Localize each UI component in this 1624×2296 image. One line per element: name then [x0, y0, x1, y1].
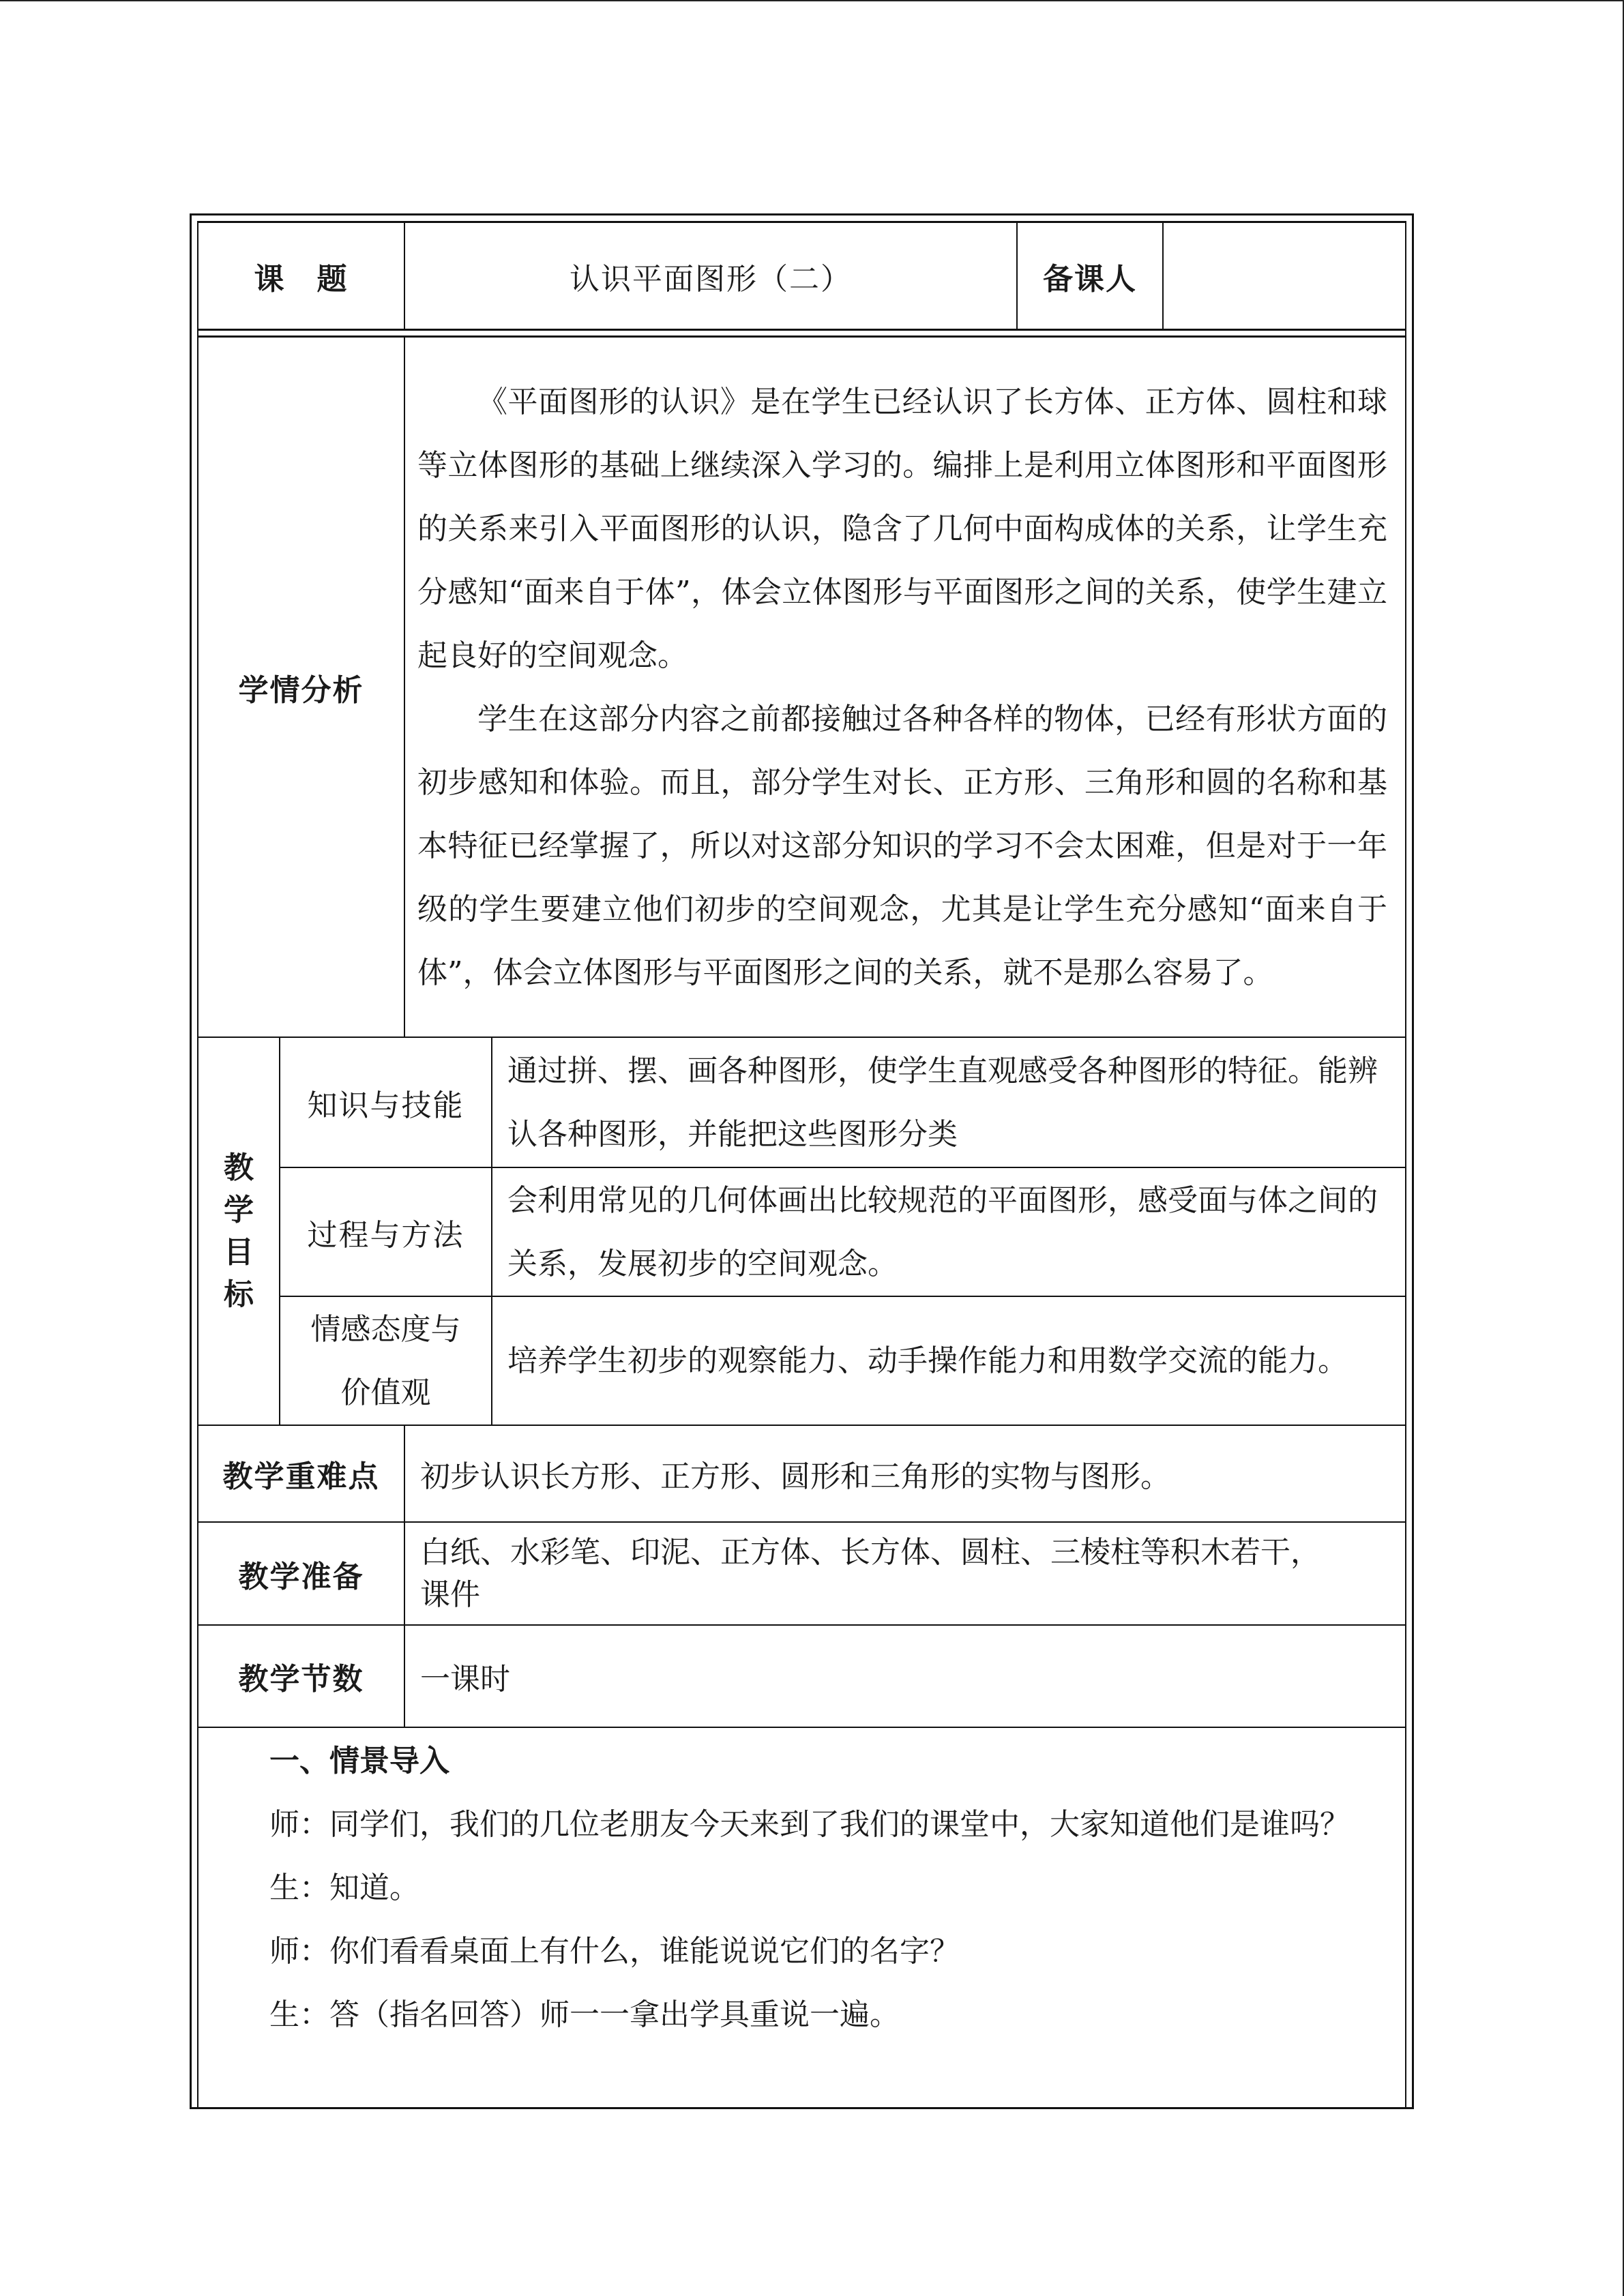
topic-value: 认识平面图形（二）	[570, 261, 852, 297]
periods-label: 教学节数	[238, 1662, 364, 1697]
process-line: 生：答（指名回答）师一一拿出学具重说一遍。	[269, 1997, 900, 2032]
goal-text: 会利用常见的几何体画出比较规范的平面图形，感受面与体之间的关系，发展初步的空间观念。	[507, 1182, 1378, 1281]
lesson-plan-table	[190, 213, 1414, 2109]
process-line: 生：知道。	[269, 1870, 419, 1905]
header-bottom-rule	[198, 329, 1405, 331]
periods-bottom-rule	[198, 1727, 1405, 1728]
periods-text: 一课时	[420, 1662, 510, 1697]
goal-name: 情感态度与价值观	[310, 1311, 461, 1410]
process-heading: 一、情景导入	[269, 1744, 449, 1778]
keypoints-text: 初步认识长方形、正方形、圆形和三角形的实物与图形。	[420, 1459, 1170, 1494]
goal-name-cell	[280, 1297, 491, 1425]
process-line: 师：你们看看桌面上有什么，谁能说说它们的名字？	[269, 1934, 960, 1969]
goals-label-cell	[198, 1038, 279, 1425]
goal-text: 培养学生初步的观察能力、动手操作能力和用数学交流的能力。	[507, 1343, 1348, 1378]
keypoints-label: 教学重难点	[222, 1459, 380, 1494]
preparation-label: 教学准备	[238, 1559, 364, 1594]
analysis-label: 学情分析	[238, 672, 364, 708]
goal-text: 通过拼、摆、画各种图形，使学生直观感受各种图形的特征。能辨认各种图形，并能把这些图形分类	[507, 1053, 1378, 1152]
process-line: 师：同学们，我们的几位老朋友今天来到了我们的课堂中，大家知道他们是谁吗？	[269, 1807, 1350, 1842]
topic-label: 课 题	[254, 261, 349, 297]
table-inner-frame	[197, 221, 1406, 2107]
goal-name: 知识与技能	[307, 1088, 464, 1123]
process-section	[198, 1729, 1405, 2046]
analysis-content	[405, 338, 1402, 1037]
preparer-value	[1164, 223, 1406, 329]
goal-name: 过程与方法	[307, 1217, 464, 1253]
goals-label: 教学目标	[224, 1150, 254, 1312]
analysis-paragraph: 《平面图形的认识》是在学生已经认识了长方体、正方体、圆柱和球等立体图形的基础上继续深入学习的。编排上是利用立体图形和平面图形的关系来引入平面图形的认识，隐含了几何中面构成体的关系，让学生充分感知“面来自于体”，体会立体图形与平面图形之间的关系，使学生建立起良好的空间观念。	[417, 384, 1387, 673]
preparation-text: 白纸、水彩笔、印泥、正方体、长方体、圆柱、三棱柱等积木若干，课件	[420, 1534, 1320, 1612]
preparer-label: 备课人	[1043, 261, 1137, 297]
analysis-paragraph: 学生在这部分内容之前都接触过各种各样的物体，已经有形状方面的初步感知和体验。而且，部分学生对长、正方形、三角形和圆的名称和基本特征已经掌握了，所以对这部分知识的学习不会太困难，但是对于一年级的学生要建立他们初步的空间观念，尤其是让学生充分感知“面来自于体”，体会立体图形与平面图形之间的关系，就不是那么容易了。	[417, 701, 1387, 990]
page-top-border	[0, 0, 1624, 1]
